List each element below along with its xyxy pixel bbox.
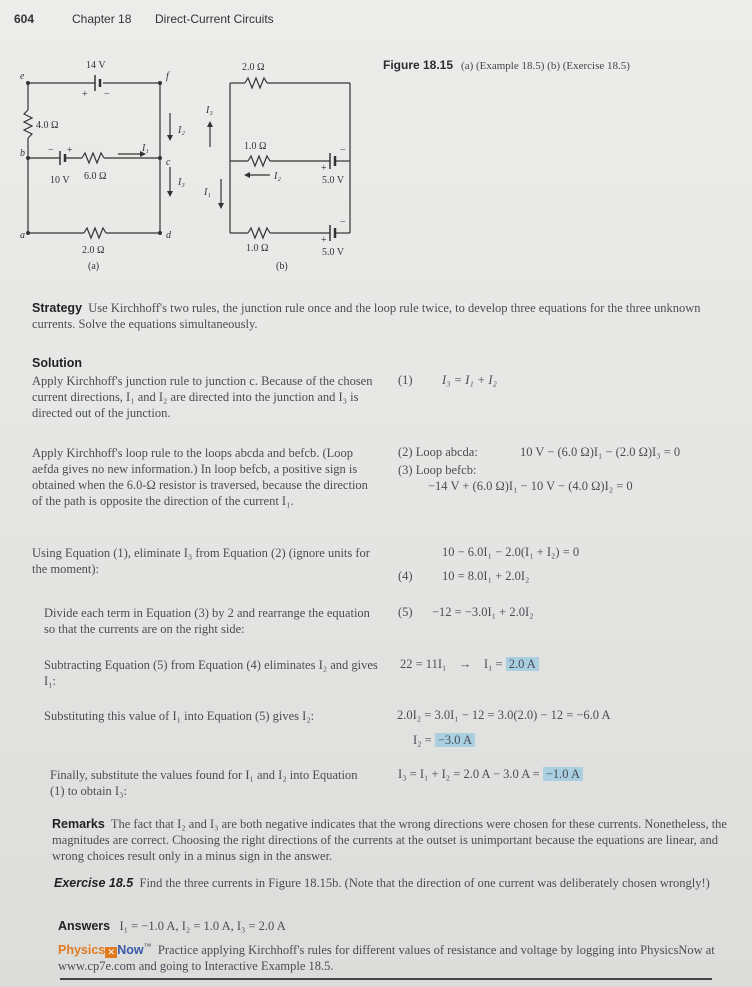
figure-title: Figure 18.15 xyxy=(383,58,454,72)
figure-a-label: (a) xyxy=(88,261,100,272)
label-r-1ohm-b-bottom: 1.0 Ω xyxy=(246,243,269,254)
svg-text:+: + xyxy=(321,163,327,174)
eq6-left: 22 = 11I₁ xyxy=(400,657,447,671)
step3-text: Using Equation (1), eliminate I₃ from Equation (2) (ignore units for the moment): xyxy=(32,546,370,576)
physicsnow-text: Practice applying Kirchhoff's rules for different values of resistance and voltage by logging into PhysicsNow at www.cp7e.com and going to Interactive Example 18.5. xyxy=(58,943,715,974)
chapter-label: Chapter 18 xyxy=(72,12,132,26)
page-number: 604 xyxy=(14,12,35,26)
physicsnow-logo-icon: ✕ xyxy=(105,947,117,958)
node-f: f xyxy=(166,71,169,82)
figure-b-label: (b) xyxy=(276,261,288,272)
node-b: b xyxy=(20,148,25,159)
eq8 xyxy=(398,767,583,782)
physicsnow-tm: ™ xyxy=(143,942,152,951)
label-i3-b: I₃ xyxy=(206,105,213,116)
exercise-paragraph xyxy=(54,875,744,891)
bottom-rule xyxy=(60,978,712,980)
eq4a: 10 − 6.0I₁ − 2.0(I₁ + I₂) = 0 xyxy=(442,545,580,559)
remarks-text: The fact that I₂ and I₃ are both negative indicates that the wrong directions were chosen for these currents. Nonetheless, the magnitudes are correct. Choosing the right directions of the currents at the outset is unimportant because the equations are linear, and wrong choices result only in a minus sign in the answer. xyxy=(52,817,727,863)
label-14v: 14 V xyxy=(86,60,106,71)
eq2-label: (2) Loop abcda: xyxy=(398,445,478,459)
svg-text:−: − xyxy=(340,145,346,156)
eq4: 10 = 8.0I₁ + 2.0I₂ xyxy=(442,569,530,583)
eq5-number: (5) xyxy=(398,605,413,619)
svg-text:−: − xyxy=(48,145,54,156)
label-r-1ohm-b-top: 1.0 Ω xyxy=(244,141,267,152)
exercise-text: Find the three currents in Figure 18.15b. (Note that the direction of one current was deliberately chosen wrongly!) xyxy=(139,876,710,890)
label-5v-b-bottom: 5.0 V xyxy=(322,247,345,258)
label-r-2ohm-b: 2.0 Ω xyxy=(242,62,265,73)
label-i2-a: I₂ xyxy=(178,125,185,136)
svg-text:−: − xyxy=(340,217,346,228)
label-10v: 10 V xyxy=(50,175,70,186)
eq3-label: (3) Loop befcb: xyxy=(398,463,477,477)
node-c: c xyxy=(166,157,171,168)
eq3: −14 V + (6.0 Ω)I₁ − 10 V − (4.0 Ω)I₂ = 0 xyxy=(428,479,633,493)
step6-text: Substituting this value of I₁ into Equation (5) gives I₂: xyxy=(44,709,315,723)
label-r-6ohm: 6.0 Ω xyxy=(84,171,107,182)
svg-text:+: + xyxy=(67,145,73,156)
chapter-title: Direct-Current Circuits xyxy=(155,12,274,26)
svg-text:+: + xyxy=(82,89,88,100)
answers-text: I₁ = −1.0 A, I₂ = 1.0 A, I₃ = 2.0 A xyxy=(119,919,286,933)
eq5: −12 = −3.0I₁ + 2.0I₂ xyxy=(432,605,534,619)
strategy-paragraph xyxy=(32,300,744,332)
eq6-arrow: → xyxy=(458,657,472,671)
answers-label: Answers xyxy=(58,919,111,933)
physicsnow-brand-a: Physics xyxy=(58,943,106,958)
remarks-label: Remarks xyxy=(52,817,105,831)
step1-text: Apply Kirchhoff's junction rule to junction c. Because of the chosen current directions, I₁ and I₂ are directed into the junction and I₃ is directed out of the junction. xyxy=(32,374,373,420)
eq8-left: I₃ = I₁ + I₂ = 2.0 A − 3.0 A = xyxy=(398,767,540,781)
step7-text: Finally, substitute the values found for I₁ and I₂ into Equation (1) to obtain I₃: xyxy=(50,768,358,798)
label-5v-b-top: 5.0 V xyxy=(322,175,345,186)
circuit-b-figure xyxy=(180,55,375,280)
eq7: 2.0I₂ = 3.0I₁ − 12 = 3.0(2.0) − 12 = −6.0 A xyxy=(397,708,611,722)
strategy-text: Use Kirchhoff's two rules, the junction rule once and the loop rule twice, to develop three equations for the three unknown currents. Solve the equations simultaneously. xyxy=(32,301,701,331)
strategy-label: Strategy xyxy=(32,301,83,315)
physicsnow-brand-b: Now xyxy=(117,943,144,958)
step4-text: Divide each term in Equation (3) by 2 and rearrange the equation so that the currents are on the right side: xyxy=(44,606,370,636)
eq6-mid: I₁ = xyxy=(483,657,503,671)
eq1: I₃ = I₁ + I₂ xyxy=(442,373,497,387)
label-r-4ohm: 4.0 Ω xyxy=(36,120,59,131)
physicsnow-paragraph xyxy=(58,939,738,974)
figure-caption: (a) (Example 18.5) (b) (Exercise 18.5) xyxy=(461,60,630,72)
label-i1-a: I₁ xyxy=(142,143,149,154)
label-i1-b: I₁ xyxy=(204,187,211,198)
node-d: d xyxy=(166,230,171,241)
eq7b-left: I₂ = xyxy=(413,733,432,747)
step2-text: Apply Kirchhoff's loop rule to the loops abcda and befcb. (Loop aefda gives no new information.) In loop befcb, a positive sign is obtained when the 6.0-Ω resistor is traversed, because the direction of the path is opposite the direction of the current I₁. xyxy=(32,446,368,508)
answers-paragraph xyxy=(58,918,738,934)
remarks-paragraph xyxy=(52,816,744,864)
eq7b xyxy=(413,733,475,748)
eq1-number: (1) xyxy=(398,373,413,387)
label-i3-a: I₃ xyxy=(178,177,185,188)
label-r-2ohm: 2.0 Ω xyxy=(82,245,105,256)
solution-label: Solution xyxy=(32,356,82,370)
label-i2-b: I₂ xyxy=(274,171,281,182)
exercise-label: Exercise 18.5 xyxy=(54,876,134,890)
eq2: 10 V − (6.0 Ω)I₁ − (2.0 Ω)I₃ = 0 xyxy=(520,445,681,459)
svg-text:−: − xyxy=(104,89,110,100)
svg-text:+: + xyxy=(321,235,327,246)
eq4-number: (4) xyxy=(398,569,413,583)
answer-i3: −1.0 A xyxy=(543,767,583,781)
eq6 xyxy=(400,657,539,672)
node-a: a xyxy=(20,230,25,241)
step5-text: Subtracting Equation (5) from Equation (4) eliminates I₂ and gives I₁: xyxy=(44,658,378,688)
node-e: e xyxy=(20,71,25,82)
answer-i1: 2.0 A xyxy=(506,657,539,671)
answer-i2: −3.0 A xyxy=(435,733,475,747)
